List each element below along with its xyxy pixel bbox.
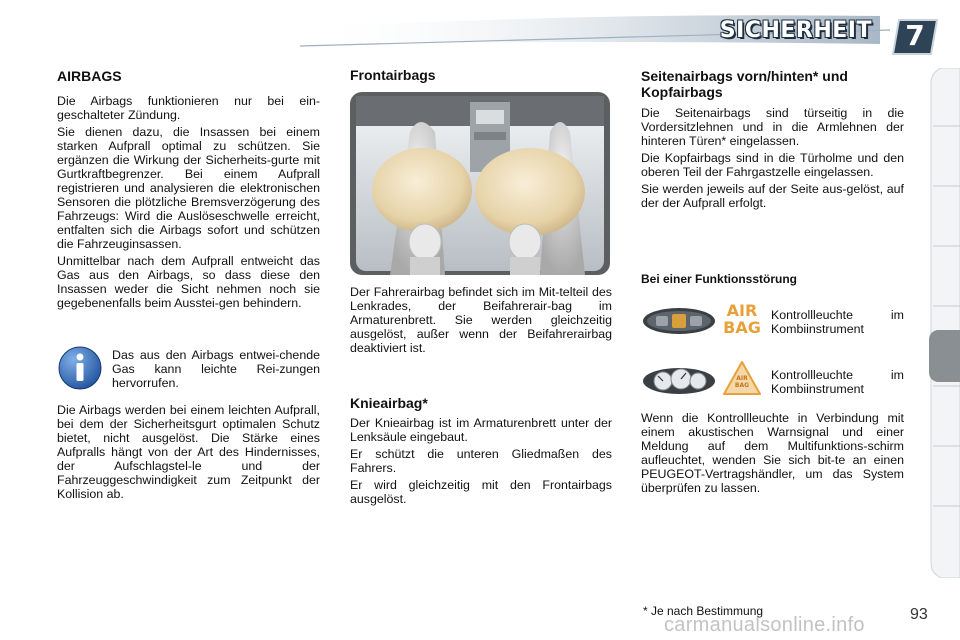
paragraph-purpose: Sie dienen dazu, die Insassen bei einem starken Aufprall optimal zu schützen. Sie ergänzen die Wirkung der Sicherheits-gurte mit Gurtkraftbegrenzer. Bei einem Aufprall registrieren und analysieren die elektronischen Sensoren die plötzliche Bremsverzögerung des Fahrzeugs: Wird die Auslöseschwelle erreicht, entfalten sich die Airbags sofort und schützen die Fahrzeuginsassen. bbox=[57, 125, 320, 251]
airbag-warning-lamp-icon: AIR BAG bbox=[723, 301, 761, 337]
column-side-airbags bbox=[641, 60, 904, 213]
heading-frontairbags: Frontairbags bbox=[350, 67, 436, 83]
chapter-tabs bbox=[927, 68, 960, 578]
paragraph-deflation: Unmittelbar nach dem Aufprall entweicht das Gas aus den Airbags, so dass diese den Insassen weder die Sicht nehmen noch sie gegebenenfalls beim Ausstei-gen behindern. bbox=[57, 254, 320, 310]
paragraph-knee-protects: Er schützt die unteren Gliedmaßen des Fahrers. bbox=[350, 447, 612, 475]
watermark: carmanualsonline.info bbox=[664, 614, 865, 636]
paragraph-front-location: Der Fahrerairbag befindet sich im Mit-telteil des Lenkrades, der Beifahrerair-bag im Armaturenbrett. Sie werden gleichzeitig ausgelöst, außer wenn der Beifahrerairbag deaktiviert ist. bbox=[350, 285, 612, 355]
frontairbags-photo bbox=[350, 92, 610, 275]
paragraph-side-trigger: Sie werden jeweils auf der Seite aus-gelöst, auf der der Aufprall erfolgt. bbox=[641, 182, 904, 210]
paragraph-knee-trigger: Er wird gleichzeitig mit den Frontairbags ausgelöst. bbox=[350, 478, 612, 506]
heading-airbags: AIRBAGS bbox=[57, 68, 122, 84]
instrument-cluster-icon bbox=[641, 306, 717, 336]
lamp2-description: Kontrollleuchte im Kombiinstrument bbox=[771, 368, 904, 396]
paragraph-malfunction-advice: Wenn die Kontrollleuchte in Verbindung mit einem akustischen Warnsignal und einer Meldung auf dem Multifunktions-schirm aufleuchtet, wenden Sie sich bit-te an einen PEUGEOT-Vertragshändler, um das System überprüfen zu lassen. bbox=[641, 411, 904, 495]
page-number: 93 bbox=[910, 606, 928, 623]
heading-side-airbags: Seitenairbags vorn/hinten* und Kopfairbags bbox=[641, 68, 848, 100]
info-note: Das aus den Airbags entwei-chende Gas kann leichte Rei-zungen hervorrufen. bbox=[112, 348, 320, 390]
chapter-title: SICHERHEIT bbox=[719, 18, 872, 43]
paragraph-light-impact: Die Airbags werden bei einem leichten Aufprall, bei dem der Sicherheitsgurt optimalen Schutz bietet, nicht ausgelöst. Die Stärke eines Aufpralls hängt von der Art des Hindernisses, der Aufschlagstel-le und der Fahrzeuggeschwindigkeit zum Zeitpunkt der Kollision ab. bbox=[57, 403, 320, 501]
paragraph-knee-location: Der Knieairbag ist im Armaturenbrett unter der Lenksäule eingebaut. bbox=[350, 416, 612, 444]
info-icon bbox=[57, 345, 103, 391]
footnote: * Je nach Bestimmung bbox=[643, 604, 764, 618]
chapter-number: 7 bbox=[905, 19, 925, 52]
paragraph-side-location: Die Seitenairbags sind türseitig in die Vordersitzlehnen und in die Armlehnen der hinteren Türen* eingelassen. bbox=[641, 106, 904, 148]
paragraph-head-location: Die Kopfairbags sind in die Türholme und den oberen Teil der Fahrgastzelle eingelassen. bbox=[641, 151, 904, 179]
airbag-triangle-lamp-label: AIR BAG bbox=[734, 375, 750, 389]
knieairbag-text bbox=[350, 416, 612, 509]
lamp1-description: Kontrollleuchte im Kombiinstrument bbox=[771, 308, 904, 336]
heading-knieairbag: Knieairbag* bbox=[350, 395, 428, 411]
subheading-malfunction: Bei einer Funktionsstörung bbox=[641, 272, 798, 286]
instrument-cluster-icon bbox=[641, 366, 717, 396]
paragraph-ignition: Die Airbags funktionieren nur bei ein-geschalteter Zündung. bbox=[57, 94, 320, 122]
column-airbags bbox=[57, 60, 320, 313]
